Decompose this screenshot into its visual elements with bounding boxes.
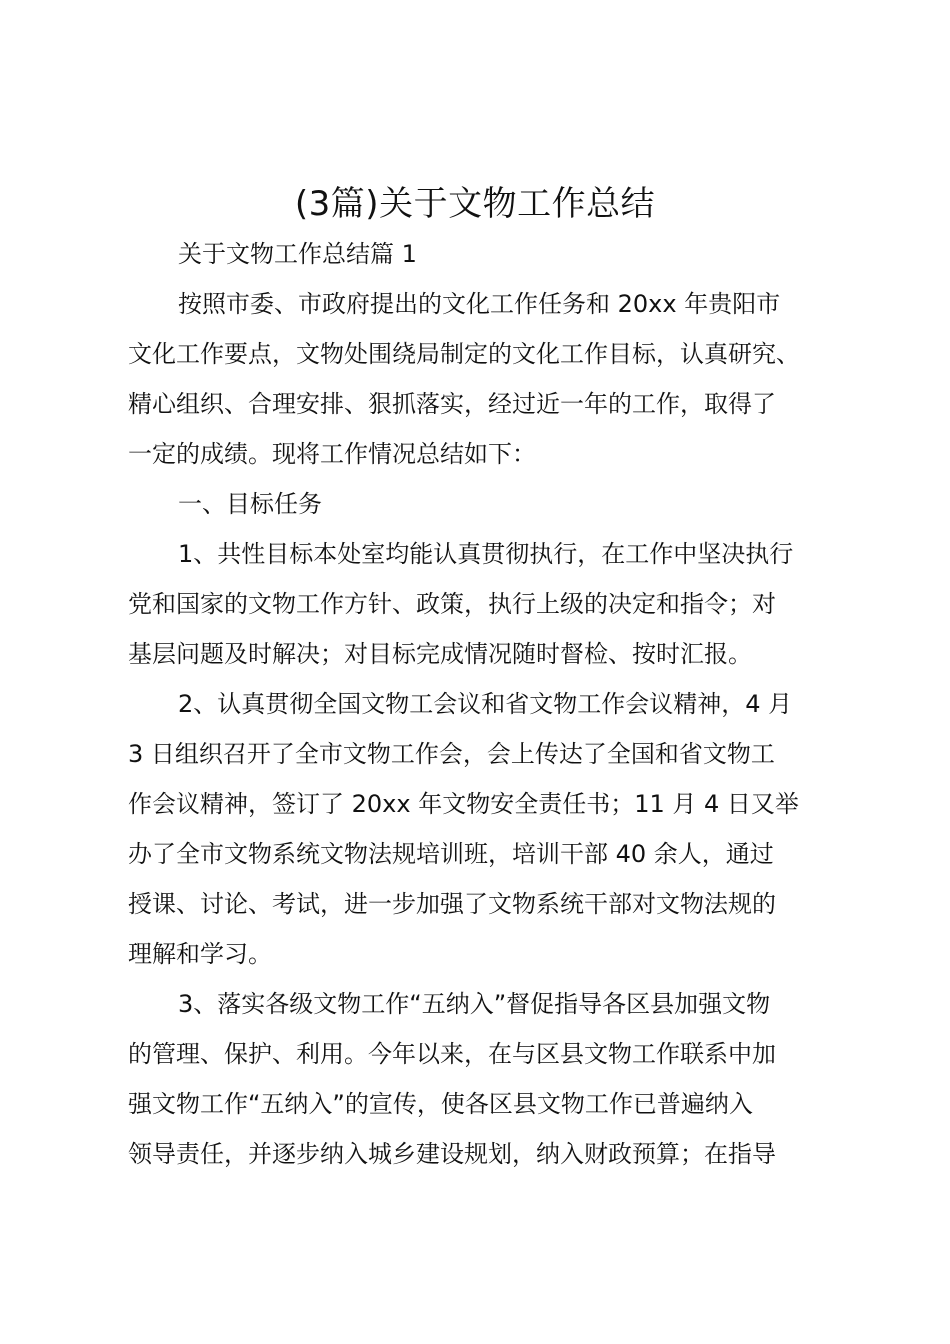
- paragraph-line: 2、认真贯彻全国文物工会议和省文物工作会议精神，4 月: [178, 690, 793, 718]
- paragraph-line: 党和国家的文物工作方针、政策，执行上级的决定和指令；对: [128, 590, 776, 618]
- paragraph-line: 强文物工作“五纳入”的宣传，使各区县文物工作已普遍纳入: [128, 1090, 753, 1118]
- paragraph-line: 文化工作要点，文物处围绕局制定的文化工作目标，认真研究、: [128, 340, 800, 368]
- subsection-heading: 一、目标任务: [178, 490, 322, 518]
- document-title: (3篇)关于文物工作总结: [294, 184, 656, 224]
- paragraph-line: 领导责任，并逐步纳入城乡建设规划，纳入财政预算；在指导: [128, 1140, 776, 1168]
- paragraph-line: 1、共性目标本处室均能认真贯彻执行，在工作中坚决执行: [178, 540, 794, 568]
- paragraph-line: 作会议精神，签订了 20xx 年文物安全责任书；11 月 4 日又举: [128, 790, 799, 818]
- paragraph-line: 理解和学习。: [128, 940, 272, 968]
- section-heading: 关于文物工作总结篇 1: [178, 240, 417, 268]
- paragraph-line: 授课、讨论、考试，进一步加强了文物系统干部对文物法规的: [128, 890, 776, 918]
- paragraph-line: 3 日组织召开了全市文物工作会，会上传达了全国和省文物工: [128, 740, 775, 768]
- paragraph-line: 基层问题及时解决；对目标完成情况随时督检、按时汇报。: [128, 640, 752, 668]
- paragraph-line: 一定的成绩。现将工作情况总结如下：: [128, 440, 536, 468]
- paragraph-line: 办了全市文物系统文物法规培训班，培训干部 40 余人，通过: [128, 840, 774, 868]
- paragraph-line: 的管理、保护、利用。今年以来，在与区县文物工作联系中加: [128, 1040, 776, 1068]
- paragraph-line: 精心组织、合理安排、狠抓落实，经过近一年的工作，取得了: [128, 390, 776, 418]
- paragraph-line: 按照市委、市政府提出的文化工作任务和 20xx 年贵阳市: [178, 290, 781, 318]
- paragraph-line: 3、落实各级文物工作“五纳入”督促指导各区县加强文物: [178, 990, 771, 1018]
